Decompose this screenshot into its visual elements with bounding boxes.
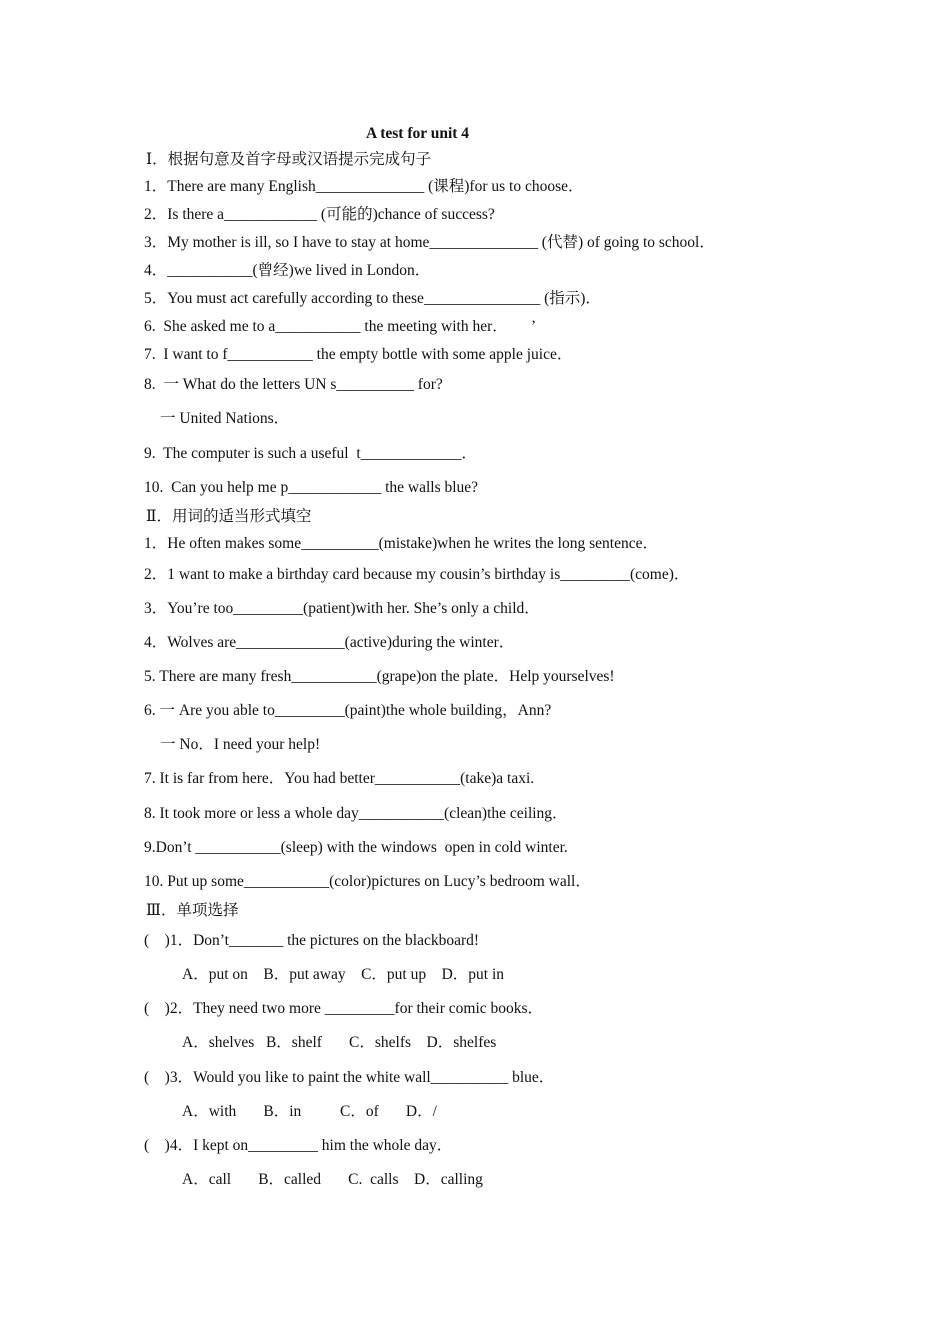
s2-item-6: 6. 一 Are you able to_________(paint)the whole building，Ann? — [144, 702, 552, 719]
s1-item-5: 5．You must act carefully according to these_______________ (指示)． — [144, 290, 601, 307]
s2-item-6-answer: 一 No．I need your help! — [160, 736, 321, 753]
s1-item-2: 2．Is there a____________ (可能的)chance of success? — [144, 206, 495, 223]
s1-item-6: 6. She asked me to a___________ the meeting with her． ’ — [144, 318, 537, 335]
s2-item-2: 2．1 want to make a birthday card because my cousin’s birthday is_________(come)． — [144, 566, 690, 583]
s2-item-4: 4．Wolves are______________(active)during the winter． — [144, 634, 515, 651]
s1-item-7: 7. I want to f___________ the empty bottle with some apple juice． — [144, 346, 573, 363]
s2-item-5: 5. There are many fresh___________(grape)on the plate．Help yourselves! — [144, 668, 615, 685]
s3-question-1: ( )1．Don’t_______ the pictures on the blackboard! — [144, 932, 480, 949]
s3-options-1: A．put on B．put away C．put up D．put in — [182, 966, 505, 983]
s1-item-10: 10. Can you help me p____________ the walls blue? — [144, 479, 479, 496]
s3-options-4: A．call B．called C. calls D．calling — [182, 1171, 483, 1188]
s1-item-9: 9. The computer is such a useful t_____________． — [144, 445, 477, 462]
s1-item-1: 1．There are many English______________ (课程)for us to choose． — [144, 178, 584, 195]
s2-item-9: 9.Don’t ___________(sleep) with the windows open in cold winter. — [144, 839, 568, 856]
s3-options-2: A．shelves B．shelf C．shelfs D．shelfes — [182, 1034, 497, 1051]
s2-item-8: 8. It took more or less a whole day___________(clean)the ceiling． — [144, 805, 568, 822]
s1-item-8: 8. 一 What do the letters UN s__________ for? — [144, 376, 443, 393]
s3-question-4: ( )4．I kept on_________ him the whole day． — [144, 1137, 453, 1154]
s2-item-1: 1．He often makes some__________(mistake)when he writes the long sentence． — [144, 535, 658, 552]
s2-item-10: 10. Put up some___________(color)pictures on Lucy’s bedroom wall． — [144, 873, 591, 890]
s1-item-3: 3．My mother is ill, so I have to stay at home______________ (代替) of going to school． — [144, 234, 715, 251]
s3-question-3: ( )3．Would you like to paint the white wall__________ blue． — [144, 1069, 555, 1086]
section-2-heading: Ⅱ．用词的适当形式填空 — [146, 508, 312, 525]
s1-item-4: 4．___________(曾经)we lived in London． — [144, 262, 431, 279]
s1-item-8-answer: 一 United Nations． — [160, 410, 290, 427]
section-1-heading: Ⅰ．根据句意及首字母或汉语提示完成句子 — [146, 151, 432, 168]
s3-options-3: A．with B．in C．of D．/ — [182, 1103, 437, 1120]
page-title: A test for unit 4 — [366, 125, 470, 142]
s2-item-3: 3．You’re too_________(patient)with her. She’s only a child． — [144, 600, 540, 617]
s3-question-2: ( )2．They need two more _________for their comic books． — [144, 1000, 544, 1017]
section-3-heading: Ⅲ．单项选择 — [146, 902, 239, 919]
s2-item-7: 7. It is far from here．You had better___________(take)a taxi. — [144, 770, 535, 787]
